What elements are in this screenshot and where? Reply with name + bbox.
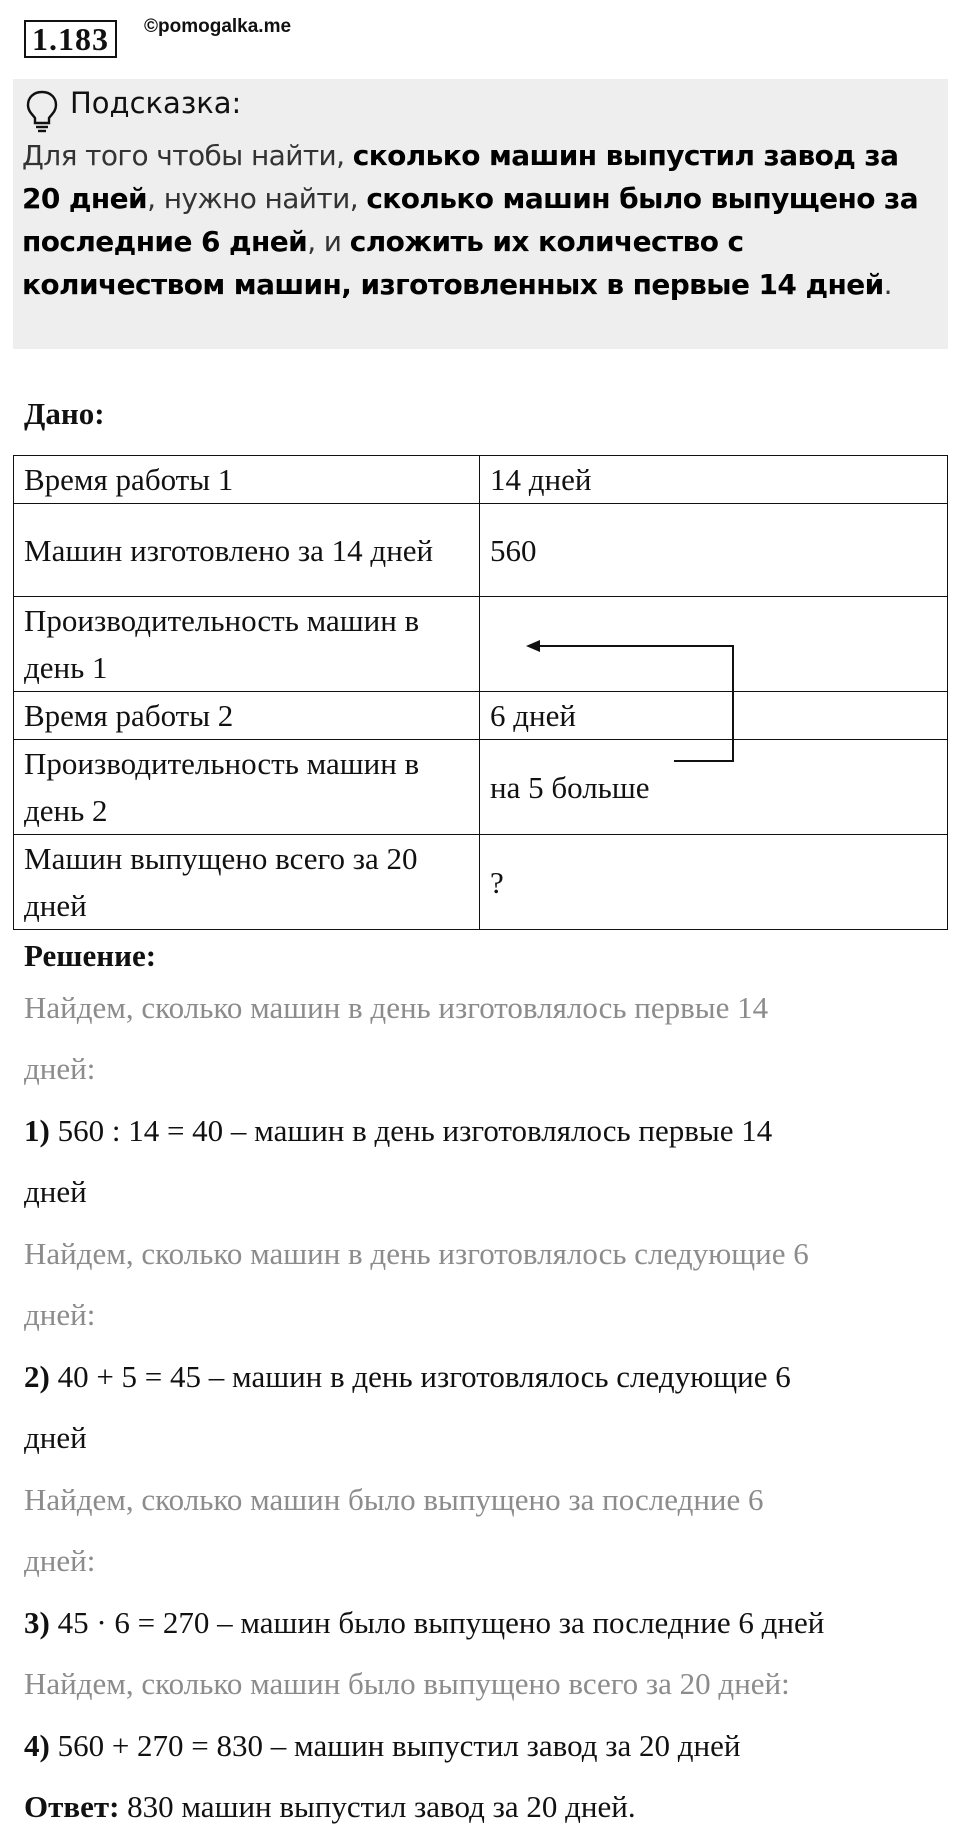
given-row — [14, 835, 948, 930]
solution-explanation: дней: — [24, 1543, 96, 1578]
step-text: 45 · 6 = 270 – машин было выпущено за последние 6 дней — [49, 1605, 825, 1640]
solution-explanation: дней: — [24, 1297, 96, 1332]
hint-highlight: сколько машин было выпущено за последние 6 дней — [22, 182, 919, 258]
hint-text — [22, 134, 937, 306]
given-value-cell: ? — [480, 835, 948, 930]
solution-continuation: дней — [24, 1174, 87, 1209]
hint-highlight: сложить их количество с количеством машин, изготовленных в первые 14 дней — [22, 225, 884, 301]
solution-explanation: Найдем, сколько машин в день изготовлялось первые 14 — [24, 990, 769, 1025]
given-label-cell: Время работы 1 — [14, 456, 480, 504]
solution-label: Решение: — [24, 938, 157, 973]
watermark: ©pomogalka.me — [144, 16, 292, 37]
solution-explanation: Найдем, сколько машин в день изготовлялось следующие 6 — [24, 1236, 809, 1271]
step-text: 40 + 5 = 45 – машин в день изготовлялось следующие 6 — [49, 1359, 791, 1394]
given-label-cell: Производительность машин в день 1 — [14, 597, 480, 692]
hint-title: Подсказка: — [70, 86, 242, 120]
solution-step — [24, 1605, 824, 1641]
step-text: 830 машин выпустил завод за 20 дней. — [119, 1789, 636, 1824]
solution-explanation: дней: — [24, 1051, 96, 1086]
hint-segment: , и — [307, 225, 350, 258]
step-number: 3) — [24, 1605, 50, 1640]
given-row — [14, 692, 948, 740]
given-row — [14, 597, 948, 692]
hint-segment: Для того чтобы найти, — [22, 139, 353, 172]
hint-highlight: сколько машин выпустил завод за 20 дней — [22, 139, 899, 215]
step-number: 2) — [24, 1359, 50, 1394]
step-number: 1) — [24, 1113, 50, 1148]
solution-step — [24, 1113, 772, 1149]
given-value-cell: 560 — [480, 504, 948, 597]
given-table — [13, 455, 948, 930]
given-row — [14, 456, 948, 504]
given-label-cell: Машин выпущено всего за 20 дней — [14, 835, 480, 930]
solution-step — [24, 1728, 740, 1764]
given-row — [14, 504, 948, 597]
answer-label: Ответ: — [24, 1789, 120, 1824]
step-text: 560 + 270 = 830 – машин выпустил завод за 20 дней — [49, 1728, 741, 1763]
given-label-cell: Машин изготовлено за 14 дней — [14, 504, 480, 597]
given-value-cell: 6 дней — [480, 692, 948, 740]
given-label-cell: Время работы 2 — [14, 692, 480, 740]
given-value-cell — [480, 597, 948, 692]
answer-line — [24, 1789, 636, 1825]
solution-explanation: Найдем, сколько машин было выпущено всего за 20 дней: — [24, 1666, 790, 1701]
step-text: 560 : 14 = 40 – машин в день изготовлялось первые 14 — [49, 1113, 773, 1148]
lightbulb-icon — [25, 89, 59, 133]
solution-step — [24, 1359, 791, 1395]
given-label-cell: Производительность машин в день 2 — [14, 740, 480, 835]
step-number: 4) — [24, 1728, 50, 1763]
given-value-cell: 14 дней — [480, 456, 948, 504]
hint-segment: . — [883, 268, 892, 301]
task-number: 1.183 — [24, 20, 117, 58]
solution-explanation: Найдем, сколько машин было выпущено за последние 6 — [24, 1482, 764, 1517]
given-value-cell: на 5 больше — [480, 740, 948, 835]
hint-segment: , нужно найти, — [147, 182, 367, 215]
given-row — [14, 740, 948, 835]
hint-box — [13, 79, 948, 349]
solution-continuation: дней — [24, 1420, 87, 1455]
given-label: Дано: — [24, 396, 105, 431]
